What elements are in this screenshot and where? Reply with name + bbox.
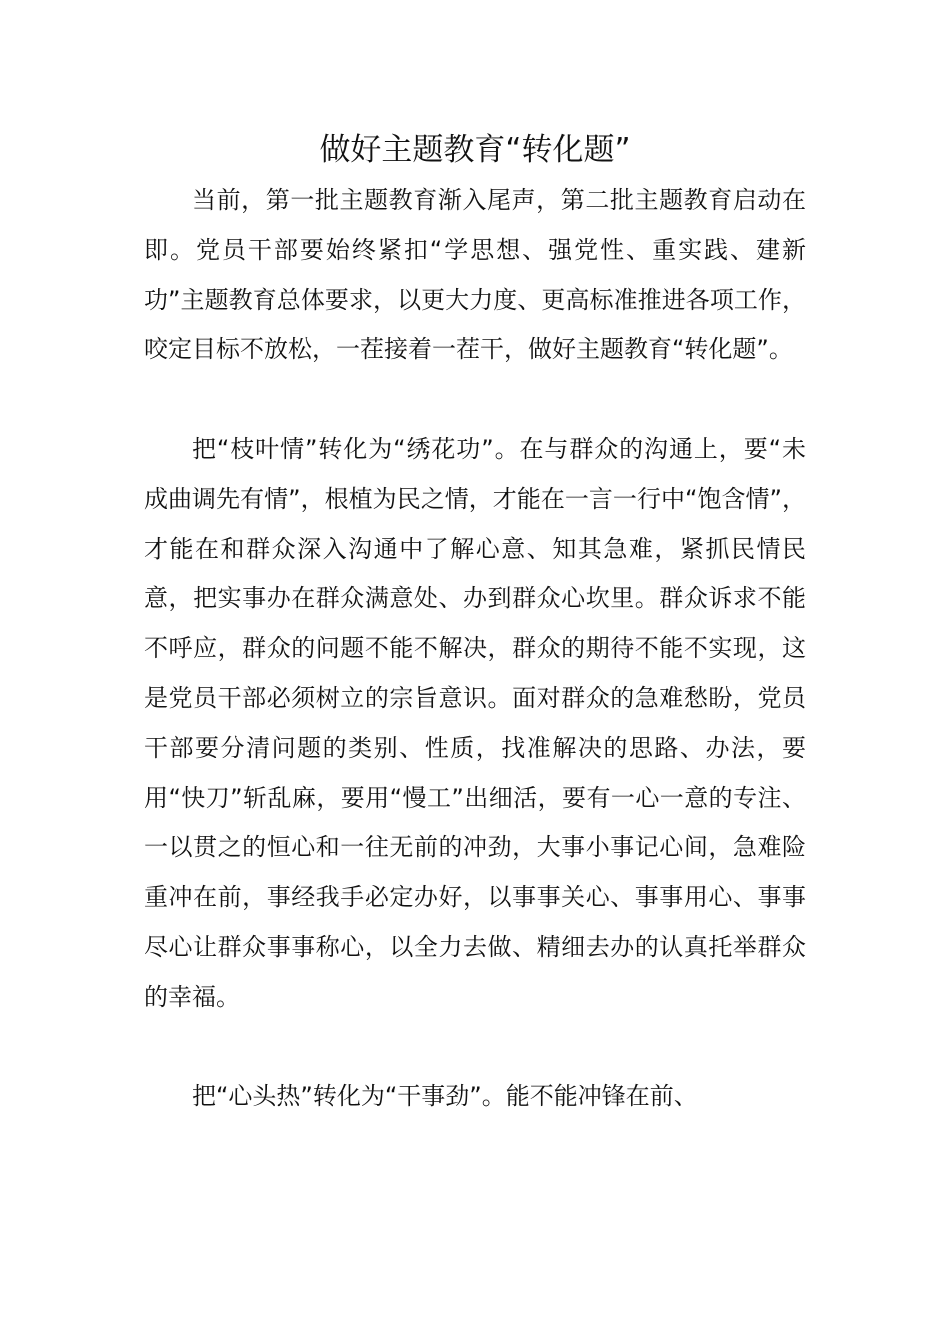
paragraph-intro: 当前，第一批主题教育渐入尾声，第二批主题教育启动在即。党员干部要始终紧扣“学思想、强党性、重实践、建新功”主题教育总体要求，以更大力度、更高标准推进各项工作，咬定目标不放松，一茬接着一茬干，做好主题教育“转化题”。 — [144, 186, 806, 364]
document-body — [144, 176, 806, 1122]
paragraph-spacer — [144, 375, 806, 425]
paragraph-spacer — [144, 1023, 806, 1073]
paragraph-section-1: 把“枝叶情”转化为“绣花功”。在与群众的沟通上，要“未成曲调先有情”，根植为民之情，才能在一言一行中“饱含情”，才能在和群众深入沟通中了解心意、知其急难，紧抓民情民意，把实事办在群众满意处、办到群众心坎里。群众诉求不能不呼应，群众的问题不能不解决，群众的期待不能不实现，这是党员干部必须树立的宗旨意识。面对群众的急难愁盼，党员干部要分清问题的类别、性质，找准解决的思路、办法，要用“快刀”斩乱麻，要用“慢工”出细活，要有一心一意的专注、一以贯之的恒心和一往无前的冲劲，大事小事记心间，急难险重冲在前，事经我手必定办好，以事事关心、事事用心、事事尽心让群众事事称心，以全力去做、精细去办的认真托举群众的幸福。 — [144, 434, 806, 1011]
document-title: 做好主题教育“转化题” — [319, 132, 631, 168]
paragraph-section-2: 把“心头热”转化为“干事劲”。能不能冲锋在前、 — [192, 1082, 698, 1111]
